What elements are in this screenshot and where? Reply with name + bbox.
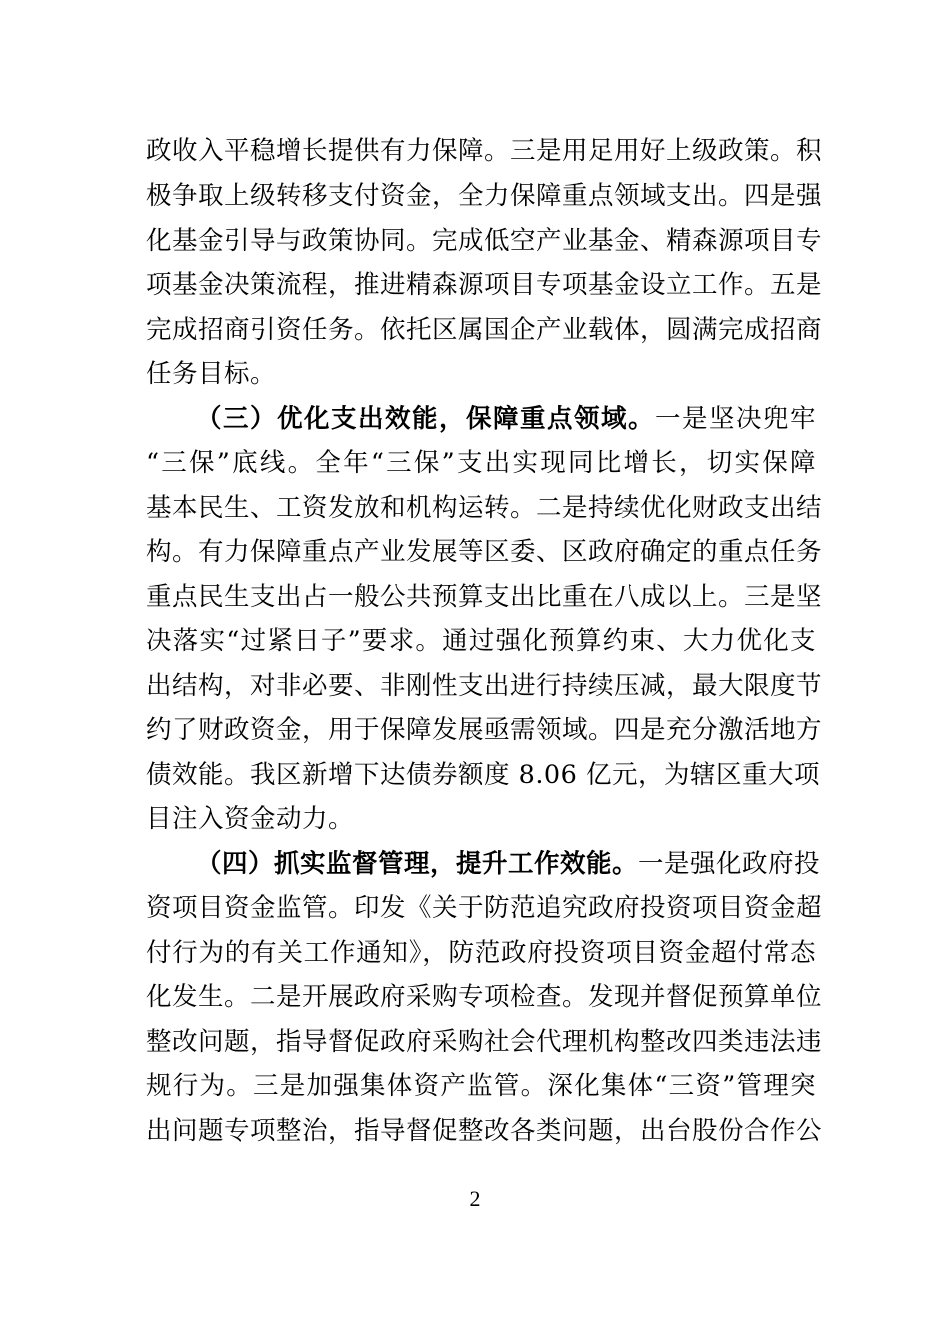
page-number: 2 bbox=[469, 1186, 481, 1211]
text-line: 付行为的有关工作通知》，防范政府投资项目资金超付常态 bbox=[146, 938, 816, 968]
section-four-first-line bbox=[196, 842, 821, 886]
text-line: 目注入资金动力。 bbox=[146, 804, 355, 834]
text-span: 一是强化政府投 bbox=[638, 849, 821, 879]
text-line: 任务目标。 bbox=[146, 359, 277, 389]
text-line: 出结构，对非必要、非刚性支出进行持续压减，最大限度节 bbox=[146, 671, 823, 701]
text-span: 一是坚决兜牢 bbox=[654, 404, 816, 434]
text-line: 资项目资金监管。印发《关于防范追究政府投资项目资金超 bbox=[146, 893, 823, 923]
text-line: 政收入平稳增长提供有力保障。三是用足用好上级政策。积 bbox=[146, 136, 823, 166]
text-line: 出问题专项整治，指导督促整改各类问题，出台股份合作公 bbox=[146, 1116, 823, 1146]
text-line: 整改问题，指导督促政府采购社会代理机构整改四类违法违 bbox=[146, 1027, 823, 1057]
text-line: 决落实“过紧日子”要求。通过强化预算约束、大力优化支 bbox=[146, 626, 816, 656]
section-four-heading: （四）抓实监督管理，提升工作效能。 bbox=[196, 849, 639, 879]
section-three-first-line bbox=[196, 397, 816, 441]
text-line: 构。有力保障重点产业发展等区委、区政府确定的重点任务 bbox=[146, 537, 823, 567]
text-line: 约了财政资金，用于保障发展亟需领域。四是充分激活地方 bbox=[146, 715, 823, 745]
text-line: 基本民生、工资发放和机构运转。二是持续优化财政支出结 bbox=[146, 493, 823, 523]
text-line: 化发生。二是开展政府采购专项检查。发现并督促预算单位 bbox=[146, 982, 823, 1012]
text-line: 规行为。三是加强集体资产监管。深化集体“三资”管理突 bbox=[146, 1071, 816, 1101]
text-line: 化基金引导与政策协同。完成低空产业基金、精森源项目专 bbox=[146, 226, 823, 256]
section-three-heading: （三）优化支出效能，保障重点领域。 bbox=[196, 404, 655, 434]
text-line: 债效能。我区新增下达债券额度 8.06 亿元，为辖区重大项 bbox=[146, 760, 820, 790]
text-line: 重点民生支出占一般公共预算支出比重在八成以上。三是坚 bbox=[146, 582, 823, 612]
text-line: 极争取上级转移支付资金，全力保障重点领域支出。四是强 bbox=[146, 181, 823, 211]
text-line: 项基金决策流程，推进精森源项目专项基金设立工作。五是 bbox=[146, 270, 823, 300]
text-line: 完成招商引资任务。依托区属国企产业载体，圆满完成招商 bbox=[146, 315, 823, 345]
text-line: “三保”底线。全年“三保”支出实现同比增长，切实保障 bbox=[146, 448, 816, 478]
